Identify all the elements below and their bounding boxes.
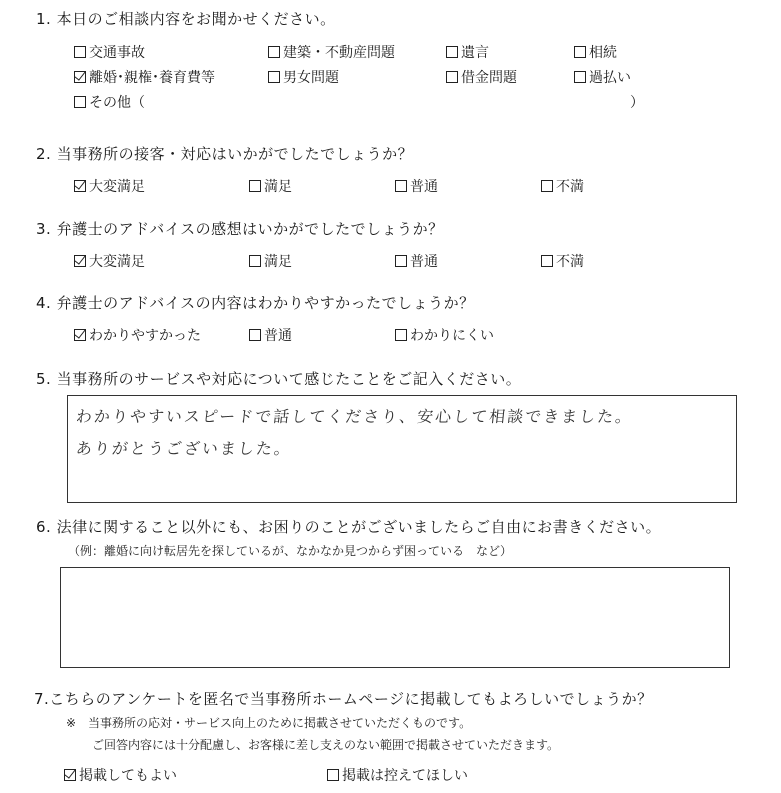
q7-note1: ※ 当事務所の応対・サービス向上のために掲載させていただくものです。	[66, 716, 472, 730]
checkbox-icon[interactable]	[249, 180, 261, 192]
q5-answer-line1: わかりやすいスピードで話してくださり、安心して相談できました。	[74, 407, 635, 426]
checkbox-icon[interactable]	[541, 255, 553, 267]
q5-answer-line2: ありがとうございました。	[74, 439, 293, 458]
checked-checkbox-icon[interactable]	[74, 71, 86, 83]
q2-option-normal[interactable]: 普通	[395, 176, 438, 196]
checkbox-icon[interactable]	[327, 769, 339, 781]
q1-option-traffic-accident[interactable]: 交通事故	[74, 42, 145, 62]
q2-title: 2. 当事務所の接客・対応はいかがでしたでしょうか？	[36, 145, 414, 163]
q7-option-decline[interactable]: 掲載は控えてほしい	[327, 765, 468, 785]
q1-option-other[interactable]: その他（	[74, 92, 145, 112]
q1-option-construction-realestate[interactable]: 建築・不動産問題	[268, 42, 395, 62]
q1-option-relationship[interactable]: 男女問題	[268, 67, 339, 87]
q1-option-debt[interactable]: 借金問題	[446, 67, 517, 87]
q6-example: （例：離婚に向け転居先を探しているが、なかなか見つからず困っている など）	[68, 544, 513, 558]
q3-title: 3. 弁護士のアドバイスの感想はいかがでしたでしょうか？	[36, 220, 444, 238]
checkbox-icon[interactable]	[395, 255, 407, 267]
q1-option-inheritance[interactable]: 相続	[574, 42, 617, 62]
q7-title: 7.こちらのアンケートを匿名で当事務所ホームページに掲載してもよろしいでしょうか？	[34, 690, 653, 708]
q1-option-will[interactable]: 遺言	[446, 42, 489, 62]
checkbox-icon[interactable]	[574, 46, 586, 58]
checkbox-icon[interactable]	[395, 180, 407, 192]
q6-answer-box[interactable]	[60, 567, 730, 668]
q4-option-normal[interactable]: 普通	[249, 325, 292, 345]
checked-checkbox-icon[interactable]	[74, 180, 86, 192]
q2-option-very-satisfied[interactable]: 大変満足	[74, 176, 145, 196]
q1-title: 1. 本日のご相談内容をお聞かせください。	[36, 10, 336, 28]
q7-note2: ご回答内容には十分配慮し、お客様に差し支えのない範囲で掲載させていただきます。	[92, 738, 560, 752]
checked-checkbox-icon[interactable]	[74, 329, 86, 341]
checked-checkbox-icon[interactable]	[64, 769, 76, 781]
q7-option-allow[interactable]: 掲載してもよい	[64, 765, 177, 785]
checked-checkbox-icon[interactable]	[74, 255, 86, 267]
checkbox-icon[interactable]	[446, 71, 458, 83]
q2-option-dissatisfied[interactable]: 不満	[541, 176, 584, 196]
checkbox-icon[interactable]	[249, 255, 261, 267]
q3-option-dissatisfied[interactable]: 不満	[541, 251, 584, 271]
q2-option-satisfied[interactable]: 満足	[249, 176, 292, 196]
checkbox-icon[interactable]	[446, 46, 458, 58]
checkbox-icon[interactable]	[268, 46, 280, 58]
q3-option-very-satisfied[interactable]: 大変満足	[74, 251, 145, 271]
q3-option-normal[interactable]: 普通	[395, 251, 438, 271]
q4-option-easy[interactable]: わかりやすかった	[74, 325, 201, 345]
q5-title: 5. 当事務所のサービスや対応について感じたことをご記入ください。	[36, 370, 522, 388]
checkbox-icon[interactable]	[395, 329, 407, 341]
q1-option-divorce[interactable]: 離婚･親権･養育費等	[74, 67, 215, 87]
checkbox-icon[interactable]	[74, 96, 86, 108]
checkbox-icon[interactable]	[249, 329, 261, 341]
q1-option-overpayment[interactable]: 過払い	[574, 67, 631, 87]
checkbox-icon[interactable]	[574, 71, 586, 83]
q1-other-close-paren: ）	[630, 95, 644, 111]
q6-title: 6. 法律に関すること以外にも、お困りのことがございましたらご自由にお書きください。	[36, 518, 662, 536]
q3-option-satisfied[interactable]: 満足	[249, 251, 292, 271]
checkbox-icon[interactable]	[541, 180, 553, 192]
checkbox-icon[interactable]	[74, 46, 86, 58]
q4-option-hard[interactable]: わかりにくい	[395, 325, 494, 345]
q5-answer-box[interactable]	[67, 395, 737, 503]
q4-title: 4. 弁護士のアドバイスの内容はわかりやすかったでしょうか？	[36, 294, 475, 312]
checkbox-icon[interactable]	[268, 71, 280, 83]
